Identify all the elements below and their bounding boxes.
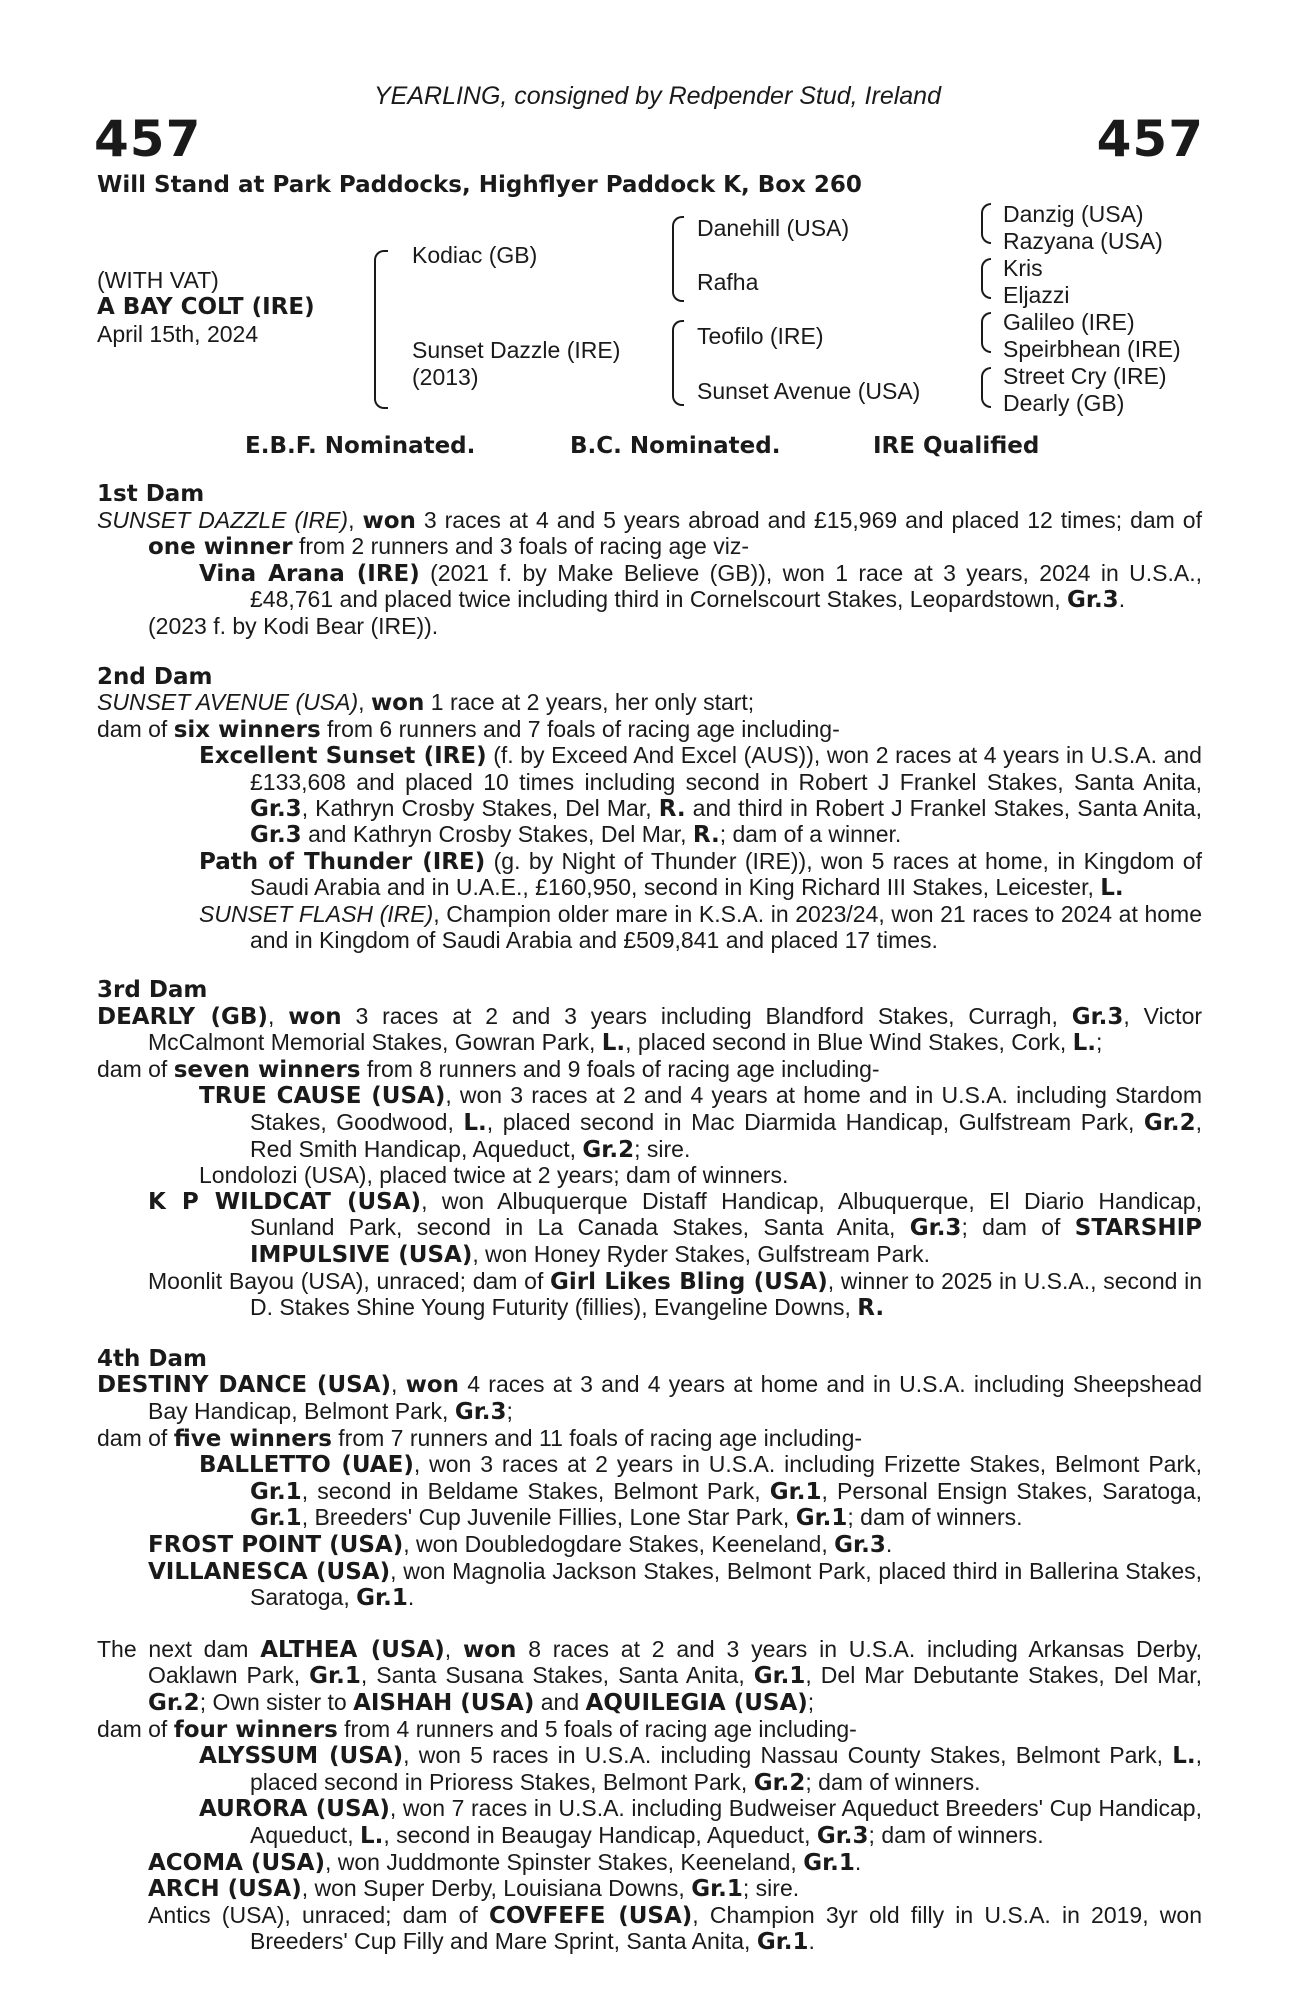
bold-text: won bbox=[370, 690, 425, 717]
pedigree-paragraph bbox=[97, 1743, 1202, 1796]
text-run: , won 5 races in U.S.A. including Nassau County Stakes, Belmont Park, bbox=[403, 1742, 1173, 1769]
bold-text: Gr.3 bbox=[250, 822, 302, 849]
pedigree-paragraph bbox=[97, 1452, 1202, 1532]
pedigree-paragraph bbox=[97, 717, 1202, 744]
bold-text: AQUILEGIA (USA) bbox=[585, 1689, 808, 1716]
ire-qualified: IRE Qualified bbox=[873, 433, 1040, 459]
pedigree-paragraph bbox=[97, 1004, 1202, 1057]
section-title: 3rd Dam bbox=[97, 977, 208, 1004]
pedigree-gg-8: Dearly (GB) bbox=[1003, 390, 1125, 416]
ebf-nominated: E.B.F. Nominated. bbox=[245, 433, 476, 459]
pedigree-dam: Sunset Dazzle (IRE) bbox=[412, 337, 621, 363]
pedigree-paragraph bbox=[97, 1426, 1202, 1453]
bold-text: Gr.1 bbox=[769, 1478, 822, 1505]
text-run: , won Doubledogdare Stakes, Keeneland, bbox=[403, 1530, 835, 1557]
text-run: dam of bbox=[97, 1715, 174, 1742]
bold-text: L. bbox=[1072, 1030, 1097, 1057]
pedigree-gg-5: Galileo (IRE) bbox=[1003, 309, 1135, 335]
text-run: , Personal Ensign Stakes, Saratoga, bbox=[821, 1477, 1202, 1504]
bold-text: won bbox=[405, 1372, 460, 1399]
pedigree-sire: Kodiac (GB) bbox=[412, 242, 538, 268]
text-run: dam of bbox=[97, 715, 174, 742]
bold-text: Gr.1 bbox=[250, 1505, 302, 1532]
text-run: , bbox=[358, 689, 371, 716]
bold-text: four winners bbox=[173, 1716, 338, 1743]
text-run: from 7 runners and 11 foals of racing age including- bbox=[331, 1424, 863, 1451]
text-run: , Champion 3yr old filly in U.S.A. in 2019, won Breeders' Cup Filly and Mare Sprint, Santa Anita, bbox=[250, 1901, 1202, 1955]
bold-text: COVFEFE (USA) bbox=[488, 1902, 693, 1929]
bold-text: L. bbox=[1100, 875, 1124, 902]
pedigree-paragraph bbox=[97, 1057, 1202, 1084]
bold-text: Path of Thunder (IRE) bbox=[199, 848, 486, 875]
text-run: , Red Smith Handicap, Aqueduct, bbox=[250, 1109, 1202, 1162]
section-title: 4th Dam bbox=[97, 1345, 207, 1372]
text-run: , won 7 races in U.S.A. including Budweiser Aqueduct Breeders' Cup Handicap, Aqueduct, bbox=[250, 1795, 1202, 1848]
text-run: , Champion older mare in K.S.A. in 2023/24, won 21 races to 2024 at home and in Kingdom of Saudi Arabia and £509,841 and placed 17 times. bbox=[250, 900, 1202, 953]
bold-text: ALYSSUM (USA) bbox=[199, 1743, 404, 1770]
text-run: , won Juddmonte Spinster Stakes, Keeneland, bbox=[325, 1848, 804, 1875]
text-run: , won 3 races at 2 and 4 years at home and in U.S.A. including Stardom Stakes, Goodwood, bbox=[250, 1082, 1202, 1136]
italic-text: SUNSET DAZZLE (IRE) bbox=[97, 506, 349, 533]
text-run: and bbox=[534, 1688, 586, 1715]
text-run: . bbox=[885, 1530, 893, 1557]
text-run: , Kathryn Crosby Stakes, Del Mar, bbox=[301, 794, 659, 821]
pedigree-brace-g3 bbox=[981, 312, 991, 353]
bold-text: five winners bbox=[173, 1425, 332, 1452]
text-run: (g. by Night of Thunder (IRE)), won 5 races at home, in Kingdom of Saudi Arabia and in U.A.E., £160,950, second in King Richard III Stakes, Leicester, bbox=[250, 847, 1202, 901]
dam-section bbox=[97, 1347, 1202, 1612]
section-title: 1st Dam bbox=[97, 481, 205, 507]
bold-text: Gr.2 bbox=[148, 1689, 200, 1716]
text-run: 3 races at 4 and 5 years abroad and £15,969 and placed 12 times; dam of bbox=[415, 506, 1202, 533]
vat-label: (WITH VAT) bbox=[97, 267, 219, 293]
pedigree-paragraph bbox=[97, 1189, 1202, 1269]
pedigree-paragraph bbox=[97, 1559, 1202, 1612]
text-run: dam of bbox=[97, 1055, 174, 1082]
pedigree-brace-sire bbox=[672, 216, 684, 302]
bold-text: Gr.1 bbox=[756, 1929, 809, 1956]
text-run: 8 races at 2 and 3 years in U.S.A. including Arkansas Derby, Oaklawn Park, bbox=[148, 1635, 1203, 1689]
text-run: ; sire. bbox=[634, 1135, 691, 1162]
text-run: and third in Robert J Frankel Stakes, Santa Anita, bbox=[685, 794, 1202, 821]
pedigree-paragraph bbox=[97, 849, 1202, 902]
text-run: , placed second in Mac Diarmida Handicap, Gulfstream Park, bbox=[486, 1109, 1144, 1136]
bold-text: FROST POINT (USA) bbox=[148, 1531, 404, 1558]
pedigree-paragraph bbox=[97, 1717, 1202, 1744]
pedigree-paragraph bbox=[97, 614, 1202, 640]
text-run: ; Own sister to bbox=[199, 1688, 354, 1715]
bold-text: Gr.3 bbox=[1071, 1003, 1124, 1030]
pedigree-dam-sire: Teofilo (IRE) bbox=[697, 323, 824, 349]
bold-text: Gr.3 bbox=[250, 795, 302, 822]
text-run: from 2 runners and 3 foals of racing age viz- bbox=[292, 533, 750, 560]
catalogue-body bbox=[97, 482, 1202, 1956]
text-run: ; dam of bbox=[961, 1214, 1075, 1241]
bold-text: R. bbox=[658, 795, 686, 822]
bold-text: L. bbox=[463, 1110, 487, 1137]
text-run: . bbox=[1118, 586, 1126, 613]
pedigree-paragraph bbox=[97, 902, 1202, 953]
bold-text: DESTINY DANCE (USA) bbox=[97, 1372, 391, 1399]
bold-text: one winner bbox=[148, 534, 293, 561]
pedigree-paragraph bbox=[97, 561, 1202, 614]
bold-text: L. bbox=[1172, 1743, 1196, 1770]
bold-text: L. bbox=[601, 1030, 626, 1057]
pedigree-paragraph bbox=[97, 1796, 1202, 1849]
bold-text: Gr.3 bbox=[834, 1531, 886, 1558]
text-run: , won Albuquerque Distaff Handicap, Albuquerque, El Diario Handicap, Sunland Park, second in La Canada Stakes, Santa Anita, bbox=[250, 1187, 1202, 1241]
subtitle: YEARLING, consigned by Redpender Stud, Ireland bbox=[373, 82, 941, 110]
bold-text: won bbox=[362, 507, 416, 534]
pedigree-paragraph bbox=[97, 1163, 1202, 1189]
pedigree-gg-6: Speirbhean (IRE) bbox=[1003, 336, 1181, 362]
text-run: , Victor McCalmont Memorial Stakes, Gowran Park, bbox=[148, 1002, 1203, 1056]
pedigree-brace-g4 bbox=[981, 367, 991, 408]
text-run: ; dam of a winner. bbox=[719, 821, 902, 848]
bold-text: L. bbox=[359, 1822, 384, 1849]
text-run: ; dam of winners. bbox=[847, 1504, 1023, 1531]
stand-location: Will Stand at Park Paddocks, Highflyer Paddock K, Box 260 bbox=[97, 172, 862, 198]
pedigree-dam-dam: Sunset Avenue (USA) bbox=[697, 378, 921, 404]
pedigree-paragraph bbox=[97, 1372, 1202, 1425]
bold-text: ACOMA (USA) bbox=[148, 1849, 325, 1876]
text-run: from 6 runners and 7 foals of racing age including- bbox=[320, 715, 840, 742]
pedigree-gg-1: Danzig (USA) bbox=[1003, 201, 1144, 227]
bold-text: Girl Likes Bling (USA) bbox=[550, 1268, 828, 1295]
bold-text: K P WILDCAT (USA) bbox=[148, 1188, 422, 1215]
bold-text: Gr.1 bbox=[356, 1585, 408, 1612]
pedigree-paragraph bbox=[97, 1269, 1202, 1322]
text-run: and Kathryn Crosby Stakes, Del Mar, bbox=[301, 821, 693, 848]
text-run: , Santa Susana Stakes, Santa Anita, bbox=[360, 1662, 754, 1689]
italic-text: SUNSET AVENUE (USA) bbox=[97, 689, 359, 716]
pedigree-gg-2: Razyana (USA) bbox=[1003, 228, 1163, 254]
bc-nominated: B.C. Nominated. bbox=[570, 433, 781, 459]
horse-name: A BAY COLT (IRE) bbox=[97, 294, 315, 320]
text-run: ; dam of winners. bbox=[868, 1821, 1044, 1848]
pedigree-paragraph bbox=[97, 1532, 1202, 1559]
pedigree-paragraph bbox=[97, 1637, 1202, 1717]
text-run: 1 race at 2 years, her only start; bbox=[424, 689, 755, 716]
text-run: . bbox=[854, 1848, 862, 1875]
text-run: ; bbox=[807, 1688, 815, 1715]
text-run: . bbox=[808, 1928, 815, 1955]
pedigree-paragraph bbox=[97, 690, 1202, 717]
text-run: , second in Beldame Stakes, Belmont Park, bbox=[301, 1477, 770, 1504]
bold-text: Gr.3 bbox=[909, 1215, 962, 1242]
text-run: , bbox=[348, 506, 363, 533]
dam-section bbox=[97, 978, 1202, 1322]
text-run: from 8 runners and 9 foals of racing age including- bbox=[360, 1055, 880, 1082]
bold-text: Gr.3 bbox=[1067, 587, 1119, 614]
pedigree-paragraph bbox=[97, 1083, 1202, 1163]
bold-text: ALTHEA (USA) bbox=[260, 1636, 445, 1663]
bold-text: six winners bbox=[173, 716, 321, 743]
text-run: Moonlit Bayou (USA), unraced; dam of bbox=[148, 1267, 551, 1294]
text-run: , bbox=[444, 1635, 463, 1662]
bold-text: Gr.1 bbox=[795, 1505, 848, 1532]
pedigree-brace-dam bbox=[672, 320, 684, 406]
text-run: 3 races at 2 and 3 years including Blandford Stakes, Curragh, bbox=[341, 1002, 1072, 1029]
text-run: , won Magnolia Jackson Stakes, Belmont Park, placed third in Ballerina Stakes, Saratoga, bbox=[250, 1557, 1202, 1611]
text-run: , Del Mar Debutante Stakes, Del Mar, bbox=[805, 1662, 1202, 1689]
lot-number-left: 457 bbox=[94, 110, 202, 168]
text-run: , Breeders' Cup Juvenile Fillies, Lone Star Park, bbox=[301, 1504, 796, 1531]
pedigree-sire-sire: Danehill (USA) bbox=[697, 215, 850, 241]
pedigree-gg-7: Street Cry (IRE) bbox=[1003, 363, 1167, 389]
bold-text: Gr.2 bbox=[753, 1769, 806, 1796]
text-run: ; sire. bbox=[742, 1875, 800, 1902]
text-run: , winner to 2025 in U.S.A., second in D. Stakes Shine Young Futurity (fillies), Evangeline Downs, bbox=[250, 1267, 1203, 1321]
italic-text: SUNSET FLASH (IRE) bbox=[199, 900, 434, 927]
bold-text: STARSHIP IMPULSIVE (USA) bbox=[250, 1215, 1202, 1269]
text-run: 4 races at 3 and 4 years at home and in U.S.A. including Sheepshead Bay Handicap, Belmont Park, bbox=[148, 1371, 1202, 1424]
text-run: ; bbox=[1096, 1029, 1103, 1056]
pedigree-brace-main bbox=[374, 250, 388, 409]
dam-section bbox=[97, 1637, 1202, 1956]
bold-text: Gr.1 bbox=[309, 1663, 361, 1690]
pedigree-gg-4: Eljazzi bbox=[1003, 282, 1070, 308]
bold-text: Gr.2 bbox=[582, 1136, 635, 1163]
bold-text: AISHAH (USA) bbox=[353, 1689, 535, 1716]
bold-text: VILLANESCA (USA) bbox=[148, 1558, 391, 1585]
pedigree-dam-year: (2013) bbox=[412, 364, 479, 390]
bold-text: Gr.1 bbox=[803, 1849, 855, 1876]
bold-text: Gr.1 bbox=[753, 1663, 806, 1690]
text-run: (2023 f. by Kodi Bear (IRE)). bbox=[148, 612, 439, 639]
text-run: , won Honey Ryder Stakes, Gulfstream Park. bbox=[472, 1241, 930, 1268]
bold-text: BALLETTO (UAE) bbox=[199, 1452, 414, 1479]
bold-text: won bbox=[462, 1636, 517, 1663]
foaling-date: April 15th, 2024 bbox=[97, 321, 259, 347]
pedigree-paragraph bbox=[97, 743, 1202, 848]
bold-text: Gr.1 bbox=[691, 1876, 743, 1903]
pedigree-sire-dam: Rafha bbox=[697, 269, 759, 295]
text-run: (2021 f. by Make Believe (GB)), won 1 race at 3 years, 2024 in U.S.A., £48,761 and placed twice including third in Cornelscourt Stakes, Leopardstown, bbox=[250, 559, 1202, 613]
section-title: 2nd Dam bbox=[97, 663, 213, 690]
text-run: . bbox=[407, 1584, 415, 1611]
pedigree-paragraph bbox=[97, 1876, 1202, 1903]
bold-text: won bbox=[288, 1003, 342, 1030]
text-run: , won 3 races at 2 years in U.S.A. including Frizette Stakes, Belmont Park, bbox=[413, 1451, 1202, 1478]
bold-text: Gr.3 bbox=[454, 1399, 507, 1425]
bold-text: TRUE CAUSE (USA) bbox=[199, 1083, 446, 1110]
bold-text: R. bbox=[692, 822, 720, 849]
text-run: , second in Beaugay Handicap, Aqueduct, bbox=[383, 1821, 817, 1848]
text-run: , bbox=[267, 1002, 289, 1029]
text-run: (f. by Exceed And Excel (AUS)), won 2 races at 4 years in U.S.A. and £133,608 and placed 10 times including second in Robert J Frankel Stakes, Santa Anita, bbox=[250, 742, 1202, 795]
bold-text: AURORA (USA) bbox=[199, 1796, 390, 1823]
bold-text: Gr.2 bbox=[1143, 1110, 1196, 1137]
pedigree-brace-g2 bbox=[981, 258, 991, 299]
pedigree-gg-3: Kris bbox=[1003, 255, 1043, 281]
text-run: , placed second in Prioress Stakes, Belmont Park, bbox=[250, 1742, 1202, 1795]
text-run: from 4 runners and 5 foals of racing age including- bbox=[337, 1715, 857, 1742]
text-run: , placed second in Blue Wind Stakes, Cork, bbox=[625, 1029, 1073, 1056]
dam-section bbox=[97, 482, 1202, 640]
pedigree-paragraph bbox=[97, 1850, 1202, 1877]
bold-text: seven winners bbox=[173, 1056, 361, 1083]
pedigree-paragraph bbox=[97, 508, 1202, 561]
dam-section bbox=[97, 665, 1202, 954]
bold-text: Gr.1 bbox=[250, 1478, 302, 1505]
bold-text: Gr.3 bbox=[816, 1822, 869, 1849]
bold-text: ARCH (USA) bbox=[148, 1876, 302, 1903]
text-run: Antics (USA), unraced; dam of bbox=[148, 1901, 489, 1928]
text-run: ; dam of winners. bbox=[805, 1768, 981, 1795]
bold-text: Excellent Sunset (IRE) bbox=[199, 743, 487, 770]
pedigree-paragraph bbox=[97, 1903, 1202, 1956]
text-run: , won Super Derby, Louisiana Downs, bbox=[301, 1875, 692, 1902]
text-run: dam of bbox=[97, 1424, 174, 1451]
text-run: , bbox=[391, 1371, 406, 1398]
bold-text: R. bbox=[857, 1295, 885, 1322]
text-run: Londolozi (USA), placed twice at 2 years; dam of winners. bbox=[199, 1162, 789, 1189]
bold-text: Vina Arana (IRE) bbox=[199, 560, 420, 587]
text-run: The next dam bbox=[97, 1635, 261, 1662]
text-run: ; bbox=[506, 1398, 513, 1424]
lot-number-right: 457 bbox=[1096, 110, 1204, 168]
bold-text: DEARLY (GB) bbox=[97, 1003, 268, 1030]
pedigree-brace-g1 bbox=[981, 203, 991, 244]
